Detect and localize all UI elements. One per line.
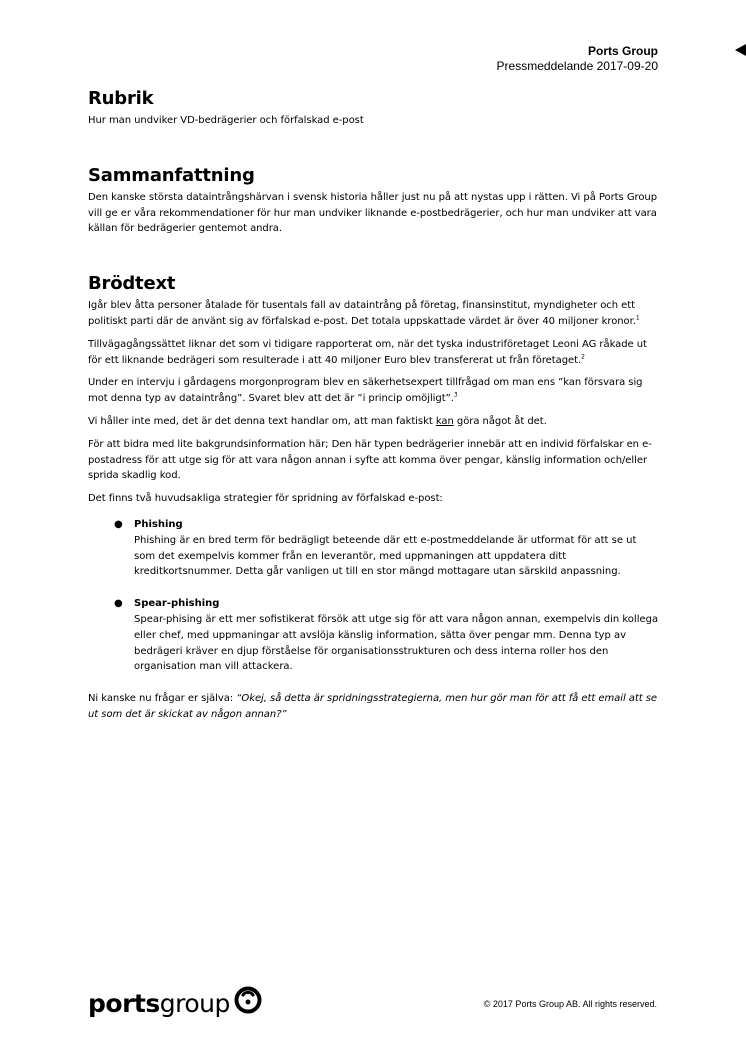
bullet-icon: ●: [114, 598, 123, 610]
strategy-list: [88, 517, 660, 675]
footnote-ref-3[interactable]: 3: [453, 391, 458, 399]
document-body: [88, 88, 660, 730]
rubrik-heading: Rubrik: [88, 88, 154, 109]
press-release-date: Pressmeddelande 2017-09-20: [496, 59, 658, 73]
portsgroup-logo: ports group: [88, 986, 262, 1021]
document-header: [497, 44, 658, 74]
body-paragraph-4: Vi håller inte med, det är det denna text handlar om, att man faktiskt kan göra något åt det.: [88, 415, 547, 427]
sammanfattning-heading: Sammanfattning: [88, 164, 255, 186]
brodtext-heading: Brödtext: [88, 273, 176, 295]
strategy-title: Phishing: [134, 518, 183, 530]
collapse-arrow-icon[interactable]: [735, 44, 746, 56]
body-paragraph-7: Ni kanske nu frågar er själva: “Okej, så detta är spridningsstrategierna, men hur gör man för att få ett email att se ut som det är skickat av någon annan?”: [88, 693, 658, 720]
body-paragraph-5: För att bidra med lite bakgrundsinformation här; Den här typen bedrägerier innebär att en individ förfalskar en e-postadress för att utge sig för att vara någon annan i syfte att komma över pengar, känslig information och/eller sprida skadlig kod.: [88, 438, 652, 482]
footnote-ref-1[interactable]: 1: [635, 314, 640, 322]
sammanfattning-text: Den kanske största dataintrångshärvan i svensk historia håller just nu på att nystas upp i rätten. Vi på Ports Group vill ge er våra rekommendationer för hur man undviker liknande e-postbedrägerier, och hur man undviker att vara källan för bedrägerier gentemot andra.: [88, 191, 658, 235]
body-paragraph-1: Igår blev åtta personer åtalade för tusentals fall av dataintrång på företag, finansinstitut, myndigheter och ett politiskt parti där de använt sig av förfalskad e-post. Det totala uppskattade värdet är över 40 miljoner kronor.$^1$: [88, 300, 640, 327]
italic-question: “Okej, så detta är spridningsstrategierna, men hur gör man för att få ett email att se ut som det är skickat av någon annan?”: [88, 693, 658, 720]
strategy-title: Spear-phishing: [134, 598, 220, 610]
bullet-icon: ●: [114, 518, 123, 530]
footnote-ref-2[interactable]: 2: [581, 353, 585, 361]
list-item: [88, 596, 660, 675]
emphasis-underline: kan: [435, 415, 454, 427]
strategy-description: Phishing är en bred term för bedrägligt beteende där ett e-postmeddelande är utformat för att se ut som det exempelvis kommer från en leverantör, med uppmaningen att uppdatera ditt kreditkortsnummer. Detta går vanligen ut till en stor mängd mottagare utan särskild anpassning.: [134, 534, 637, 578]
body-paragraph-6: Det finns två huvudsakliga strategier för spridning av förfalskad e-post:: [88, 493, 443, 505]
body-paragraph-2: Tillvägagångssättet liknar det som vi tidigare rapporterat om, när det tyska industriföretaget Leoni AG råkade ut för ett liknande bedrägeri som resulterade i att 40 miljoner Euro blev transfererat ut från företaget.$^2$: [88, 338, 647, 366]
logo-circle-icon: [234, 986, 262, 1021]
list-item: [88, 517, 660, 580]
company-name: Ports Group: [587, 44, 658, 58]
strategy-description: Spear-phising är ett mer sofistikerat försök att utge sig för att vara någon annan, exempelvis din kollega eller chef, med uppmaningar att avslöja känslig information, sätta över pengar mm. Denna typ av bedrägeri kräver en djup förståelse för organisationsstrukturen och dess interna roller hos den organisation man vill attackera.: [134, 613, 659, 673]
rubrik-text: Hur man undviker VD-bedrägerier och förfalskad e-post: [88, 115, 364, 126]
body-paragraph-3: Under en intervju i gårdagens morgonprogram blev en säkerhetsexpert tillfrågad om man ens ”kan försvara sig mot denna typ av dataintrång”. Svaret blev att det är ”i princip omöjligt”.$^3$: [88, 377, 643, 405]
copyright-notice: © 2017 Ports Group AB. All rights reserved.: [483, 999, 657, 1009]
